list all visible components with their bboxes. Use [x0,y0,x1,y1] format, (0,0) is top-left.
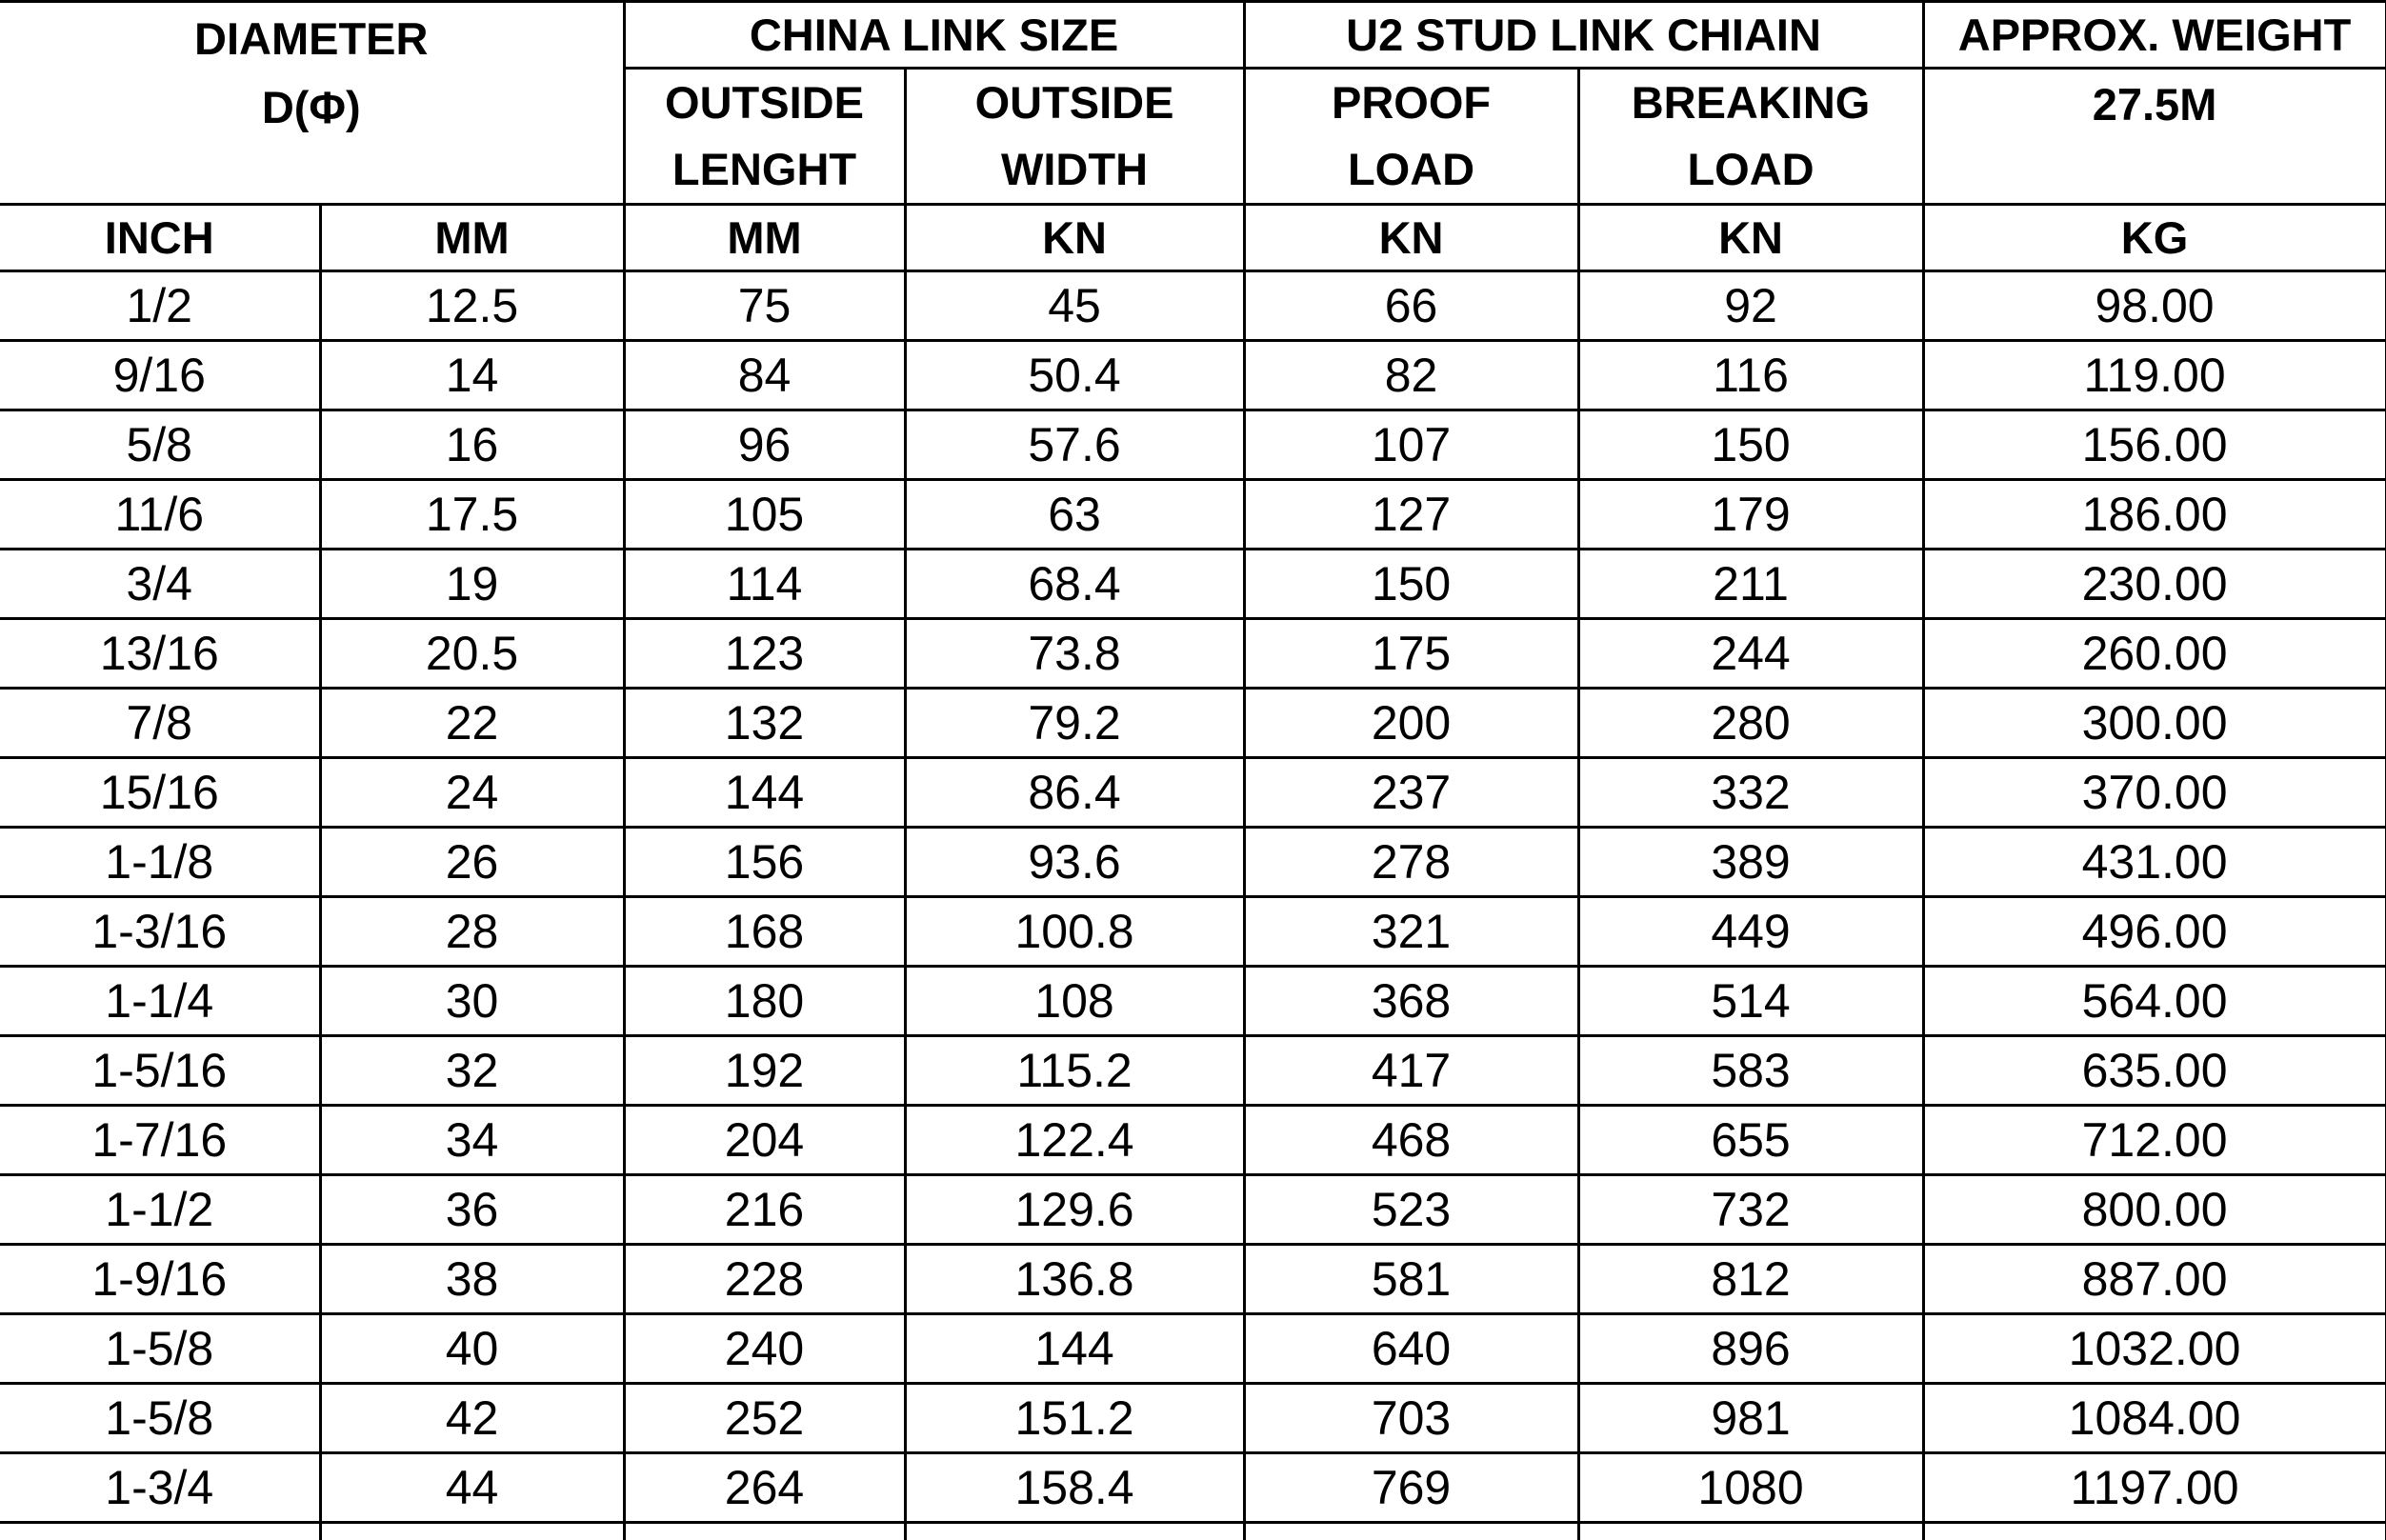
cell-breaking-load: 732 [1578,1175,1923,1245]
cell-outside-length: 84 [624,341,905,410]
header-breaking-load-line1: BREAKING [1631,77,1871,128]
cell-outside-length: 204 [624,1106,905,1175]
cell-outside-width: 151.2 [905,1384,1244,1453]
cell-weight: 431.00 [1923,828,2386,897]
unit-inch: INCH [0,205,320,271]
cell-mm: 22 [320,689,624,758]
cell-proof-load: 150 [1244,550,1578,619]
table-row [0,758,2386,828]
cell-outside-length: 228 [624,1245,905,1314]
cell-mm: 32 [320,1036,624,1106]
cell-inch: 3/4 [0,550,320,619]
cell-outside-width: 86.4 [905,758,1244,828]
cell-outside-length: 168 [624,897,905,967]
cell-empty [1244,1523,1578,1540]
cell-mm: 36 [320,1175,624,1245]
table-header [0,2,2386,271]
cell-proof-load: 107 [1244,410,1578,480]
cell-inch: 1-3/4 [0,1453,320,1523]
cell-inch: 9/16 [0,341,320,410]
cell-outside-length: 114 [624,550,905,619]
cell-proof-load: 769 [1244,1453,1578,1523]
cell-weight: 98.00 [1923,271,2386,341]
cell-outside-width: 79.2 [905,689,1244,758]
cell-weight: 1197.00 [1923,1453,2386,1523]
cell-weight: 496.00 [1923,897,2386,967]
cell-weight: 119.00 [1923,341,2386,410]
table-row-partial [0,1523,2386,1540]
cell-outside-width: 136.8 [905,1245,1244,1314]
cell-breaking-load: 896 [1578,1314,1923,1384]
cell-inch: 13/16 [0,619,320,689]
header-outside-length-line1: OUTSIDE [665,77,864,128]
cell-outside-length: 96 [624,410,905,480]
unit-proof-load: KN [1244,205,1578,271]
cell-proof-load: 66 [1244,271,1578,341]
cell-mm: 42 [320,1384,624,1453]
header-outside-width [905,69,1244,205]
cell-outside-length: 132 [624,689,905,758]
cell-empty [905,1523,1244,1540]
table-row [0,1106,2386,1175]
cell-empty [624,1523,905,1540]
cell-inch: 1-1/4 [0,967,320,1036]
table-body [0,271,2386,1540]
cell-weight: 887.00 [1923,1245,2386,1314]
cell-inch: 1-3/16 [0,897,320,967]
header-proof-load [1244,69,1578,205]
cell-outside-width: 57.6 [905,410,1244,480]
cell-proof-load: 82 [1244,341,1578,410]
cell-inch: 1/2 [0,271,320,341]
cell-outside-width: 115.2 [905,1036,1244,1106]
cell-mm: 26 [320,828,624,897]
cell-outside-length: 156 [624,828,905,897]
cell-proof-load: 237 [1244,758,1578,828]
unit-mm: MM [320,205,624,271]
cell-outside-width: 63 [905,480,1244,550]
cell-outside-width: 93.6 [905,828,1244,897]
cell-weight: 260.00 [1923,619,2386,689]
table-row [0,1245,2386,1314]
cell-inch: 15/16 [0,758,320,828]
cell-outside-length: 240 [624,1314,905,1384]
header-weight-length: 27.5M [1923,69,2386,205]
cell-outside-length: 216 [624,1175,905,1245]
table-row [0,341,2386,410]
cell-outside-width: 144 [905,1314,1244,1384]
cell-breaking-load: 280 [1578,689,1923,758]
header-china-link-size: CHINA LINK SIZE [624,2,1244,69]
cell-outside-width: 50.4 [905,341,1244,410]
cell-breaking-load: 244 [1578,619,1923,689]
cell-outside-width: 45 [905,271,1244,341]
cell-mm: 28 [320,897,624,967]
cell-outside-width: 122.4 [905,1106,1244,1175]
cell-breaking-load: 812 [1578,1245,1923,1314]
cell-mm: 40 [320,1314,624,1384]
cell-breaking-load: 92 [1578,271,1923,341]
unit-breaking-load: KN [1578,205,1923,271]
unit-outside-width: KN [905,205,1244,271]
header-breaking-load-line2: LOAD [1687,144,1815,194]
table-row [0,1453,2386,1523]
cell-mm: 16 [320,410,624,480]
table-row [0,550,2386,619]
cell-empty [1923,1523,2386,1540]
cell-breaking-load: 389 [1578,828,1923,897]
header-diameter-symbol: D(Φ) [261,82,361,132]
cell-proof-load: 523 [1244,1175,1578,1245]
header-outside-length-line2: LENGHT [672,144,857,194]
cell-proof-load: 703 [1244,1384,1578,1453]
cell-proof-load: 417 [1244,1036,1578,1106]
cell-proof-load: 468 [1244,1106,1578,1175]
cell-weight: 1032.00 [1923,1314,2386,1384]
cell-breaking-load: 655 [1578,1106,1923,1175]
cell-outside-width: 100.8 [905,897,1244,967]
cell-weight: 712.00 [1923,1106,2386,1175]
cell-outside-length: 105 [624,480,905,550]
cell-mm: 14 [320,341,624,410]
cell-weight: 156.00 [1923,410,2386,480]
header-diameter-label: DIAMETER [194,13,429,64]
cell-inch: 1-1/2 [0,1175,320,1245]
header-outside-length [624,69,905,205]
cell-breaking-load: 981 [1578,1384,1923,1453]
cell-weight: 1084.00 [1923,1384,2386,1453]
cell-outside-length: 180 [624,967,905,1036]
header-u2-stud-link: U2 STUD LINK CHIAIN [1244,2,1923,69]
table-row [0,1384,2386,1453]
cell-proof-load: 175 [1244,619,1578,689]
cell-weight: 635.00 [1923,1036,2386,1106]
table-row [0,1036,2386,1106]
cell-outside-length: 252 [624,1384,905,1453]
cell-inch: 1-5/16 [0,1036,320,1106]
cell-breaking-load: 150 [1578,410,1923,480]
cell-breaking-load: 116 [1578,341,1923,410]
cell-inch: 11/6 [0,480,320,550]
cell-weight: 370.00 [1923,758,2386,828]
cell-proof-load: 127 [1244,480,1578,550]
table-row [0,619,2386,689]
cell-inch: 1-5/8 [0,1384,320,1453]
cell-proof-load: 368 [1244,967,1578,1036]
header-outside-width-line2: WIDTH [1001,144,1149,194]
table-row [0,410,2386,480]
cell-mm: 34 [320,1106,624,1175]
cell-mm: 17.5 [320,480,624,550]
cell-inch: 1-1/8 [0,828,320,897]
header-outside-width-line1: OUTSIDE [974,77,1174,128]
cell-breaking-load: 514 [1578,967,1923,1036]
cell-outside-width: 158.4 [905,1453,1244,1523]
table-row [0,271,2386,341]
cell-inch: 5/8 [0,410,320,480]
table-row [0,689,2386,758]
cell-empty [1578,1523,1923,1540]
cell-mm: 19 [320,550,624,619]
cell-mm: 38 [320,1245,624,1314]
cell-proof-load: 200 [1244,689,1578,758]
unit-outside-length: MM [624,205,905,271]
cell-breaking-load: 332 [1578,758,1923,828]
cell-outside-length: 75 [624,271,905,341]
cell-proof-load: 640 [1244,1314,1578,1384]
cell-proof-load: 278 [1244,828,1578,897]
header-proof-load-line1: PROOF [1331,77,1492,128]
table-row [0,828,2386,897]
cell-weight: 230.00 [1923,550,2386,619]
cell-outside-width: 73.8 [905,619,1244,689]
cell-mm: 44 [320,1453,624,1523]
cell-outside-length: 264 [624,1453,905,1523]
table-row [0,967,2386,1036]
cell-outside-length: 144 [624,758,905,828]
cell-outside-width: 68.4 [905,550,1244,619]
unit-weight: KG [1923,205,2386,271]
cell-mm: 30 [320,967,624,1036]
cell-proof-load: 581 [1244,1245,1578,1314]
cell-outside-width: 129.6 [905,1175,1244,1245]
header-breaking-load [1578,69,1923,205]
cell-mm: 20.5 [320,619,624,689]
cell-mm: 24 [320,758,624,828]
cell-breaking-load: 179 [1578,480,1923,550]
cell-empty [320,1523,624,1540]
cell-weight: 300.00 [1923,689,2386,758]
table-row [0,897,2386,967]
cell-breaking-load: 583 [1578,1036,1923,1106]
cell-outside-width: 108 [905,967,1244,1036]
cell-inch: 1-7/16 [0,1106,320,1175]
table-row [0,1314,2386,1384]
cell-weight: 186.00 [1923,480,2386,550]
cell-outside-length: 123 [624,619,905,689]
cell-proof-load: 321 [1244,897,1578,967]
cell-weight: 564.00 [1923,967,2386,1036]
cell-breaking-load: 1080 [1578,1453,1923,1523]
cell-inch: 1-9/16 [0,1245,320,1314]
cell-inch: 7/8 [0,689,320,758]
header-diameter [0,2,624,205]
cell-empty [0,1523,320,1540]
cell-weight: 800.00 [1923,1175,2386,1245]
table-row [0,1175,2386,1245]
cell-breaking-load: 211 [1578,550,1923,619]
cell-outside-length: 192 [624,1036,905,1106]
cell-mm: 12.5 [320,271,624,341]
cell-inch: 1-5/8 [0,1314,320,1384]
header-proof-load-line2: LOAD [1347,144,1475,194]
table-row [0,480,2386,550]
header-approx-weight: APPROX. WEIGHT [1923,2,2386,69]
cell-breaking-load: 449 [1578,897,1923,967]
